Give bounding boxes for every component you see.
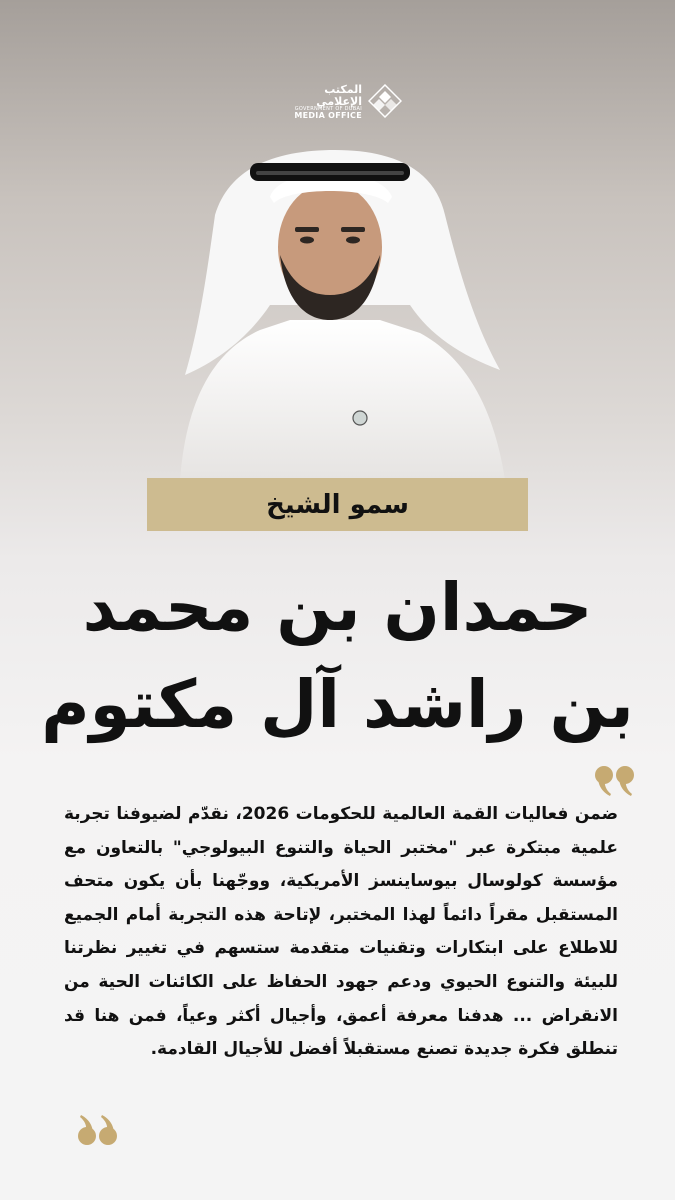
portrait-photo xyxy=(160,135,510,480)
quote-text: ضمن فعاليات القمة العالمية للحكومات 2026، نقدّم لضيوفنا تجربة علمية مبتكرة عبر "مختبر الحياة والتنوع البيولوجي" بالتعاون مع مؤسسة كولوسال بيوساينسز الأمريكية، ووجّهنا بأن يكون متحف المستقبل مقراً دائماً لهذا المختبر، لإتاحة هذه التجربة أمام الجميع للاطلاع على ابتكارات وتقنيات متقدمة ستسهم في تغيير نظرتنا للبيئة والتنوع الحيوي ودعم جهود الحفاظ على الكائنات الحية من الانقراض ... هدفنا معرفة أعمق، وأجيال أكثر وعياً، فمن هنا قد تنطلق فكرة جديدة تصنع مستقبلاً أفضل للأجيال القادمة. xyxy=(64,804,618,1060)
name-line-1: حمدان بن محمد xyxy=(82,569,593,646)
title-label-bar xyxy=(147,478,528,531)
name-line-2: بن راشد آل مكتوم xyxy=(41,666,634,743)
opening-quote-icon xyxy=(594,763,636,799)
media-office-logo xyxy=(282,80,402,124)
logo-arabic-text: المكتب الإعلامي xyxy=(316,83,362,108)
logo-text xyxy=(282,84,362,121)
title-label: سمو الشيخ xyxy=(266,489,409,520)
closing-quote-icon xyxy=(76,1112,118,1148)
dubai-media-office-diamond-icon xyxy=(368,84,402,118)
logo-english-text: MEDIA OFFICE xyxy=(294,111,362,121)
logo-government-text: GOVERNMENT OF DUBAI xyxy=(294,106,362,113)
